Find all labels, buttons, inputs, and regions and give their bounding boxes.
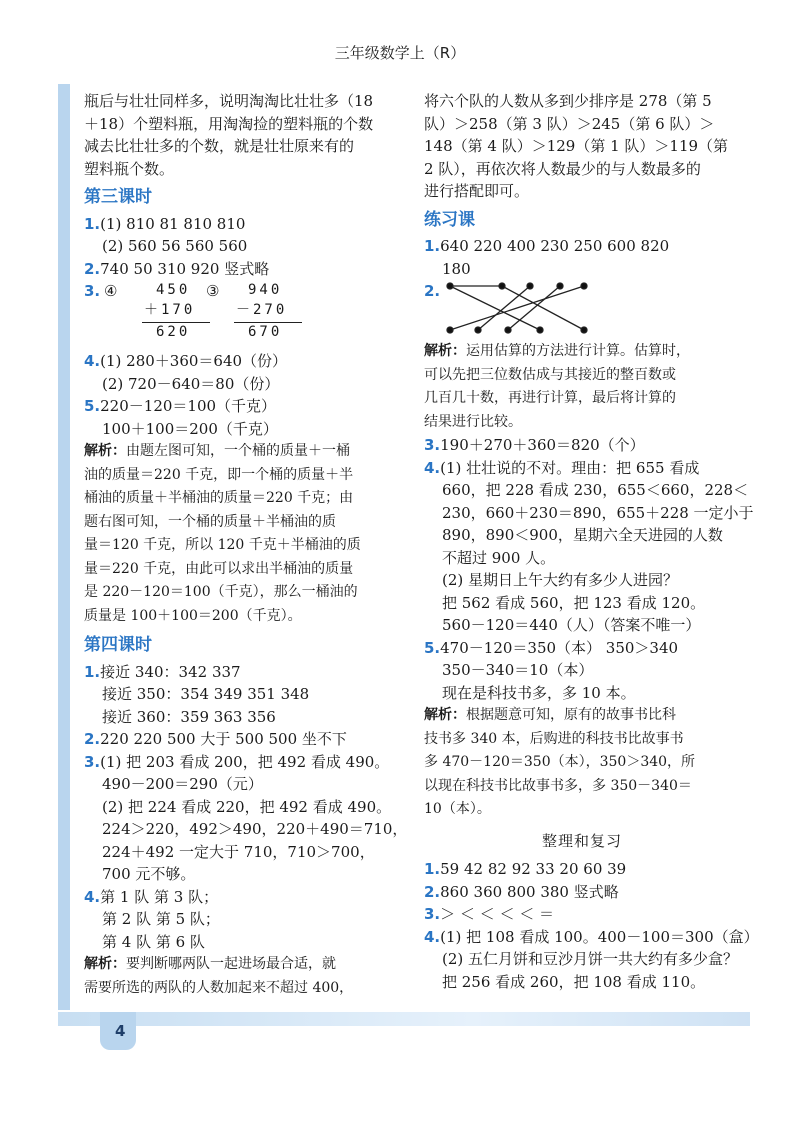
answer-4: 4.第 1 队 第 3 队；: [84, 887, 219, 906]
question-number: 4.: [84, 352, 101, 370]
answer-3: 3.＞ ＜ ＜ ＜ ＜ ＝: [424, 905, 554, 923]
answer-4: 4.(1) 壮壮说的不对。理由：把 655 看成: [424, 458, 700, 477]
matching-lines-diagram: [444, 280, 594, 336]
question-number: 5.: [424, 638, 441, 657]
intro-line: ＋18）个塑料瓶，用淘淘捡的塑料瓶的个数: [84, 114, 374, 133]
answer-4: 4.(1) 把 108 看成 100。400－100＝300（盒）: [424, 927, 759, 946]
answer-3: 3.190＋270＋360＝820（个）: [424, 436, 645, 454]
analysis-lesson4: 解析：要判断哪两队一起进场最合适，就 需要所选的两队的人数加起来不超过 400，: [84, 956, 354, 996]
answer-1: 1.59 42 82 92 33 20 60 39: [424, 860, 627, 878]
answer-2: 2.220 220 500 大于 500 500 坐不下: [84, 730, 347, 748]
section-title-lesson4: 第四课时: [84, 635, 152, 655]
vertical-calc-add: 450 ＋170 620: [144, 282, 196, 340]
left-column: 瓶后与壮壮同样多，说明淘淘比壮壮多（18 ＋18）个塑料瓶，用淘淘捡的塑料瓶的个数 减去比壮壮多的个数，就是壮壮原来有的 塑料瓶个数。 第三课时 1.(1) 810 81 810 810 (2) 560 56 560 560 2.740 50 310 920 竖式略 3. ④ 450 ＋170 620 ③ 940 －270 670 4.(1) 280＋360＝640（份） (2) 720－640＝80（份） 5.220－120＝100（千克） 100＋100＝200（千克） 解析：由题左图可知，一个桶的质量＋一桶 油的质量＝220 千克，即一个桶的质量＋半 桶油的质量＋半桶油的质量＝220 千克；由 题右图可知，一个桶的质量＋半桶油的质 量＝120 千克，所以 120 千克＋半桶油的质 量＝220 千克，由此可以求出半桶油的质量 是 220－120＝100（千克），那么一桶油的 质量是 100＋100＝200（千克）。 第四课时 1.接近 340：342 337 接近 350：354 349 351 348 接近 360：359 363 356 2.220 220 500 大于 500 500 坐不下 3.(1) 把 203 看成 200，把 492 看成 490。 490－200＝290（元） (2) 把 224 看成 220，把 492 看成 490。 224＞220，492＞490，220＋490＝710， 224＋492 一定大于 710，710＞700， 700 元不够。 4.第 1 队 第 3 队； 第 2 队 第 5 队； 第 4 队 第 6 队 解析：要判断哪两队一起进场最合适，就 需要所选的两队的人数加起来不超过 400，: [84, 90, 396, 1000]
answer-2: [424, 280, 740, 340]
footer-band: [58, 1012, 750, 1026]
vertical-calculations: [84, 280, 396, 346]
side-bar-decoration: [58, 84, 70, 1010]
question-number: 4.: [84, 887, 101, 906]
question-number: 1.: [424, 237, 441, 255]
right-column: 将六个队的人数从多到少排序是 278（第 5 队）＞258（第 3 队）＞245（第 6 队）＞ 148（第 4 队）＞129（第 1 队）＞119（第 2 队），再依次将人数最少的与人数最多的 进行搭配即可。 练习课 1.640 220 400 230 250 600 820 180 2. 解析：运用估算的方法进行计算。估算时， 可以先把三位数估成与其接近的整百数或 几百几十数，再进行计算，最后将计算的 结果进行比较。 3.190＋270＋360＝820（个） 4.(1) 壮壮说的不对。理由：把 655 看成 660，把 228 看成 230，655＜660，228＜ 230，660＋230＝890，655＋228 一定小于 890，890＜900，星期六全天进园的人数 不超过 900 人。 (2) 星期日上午大约有多少人进园？ 把 562 看成 560，把 123 看成 120。 560－120＝440（人）（答案不唯一） 5.470－120＝350（本） 350＞340 350－340＝10（本） 现在是科技书多，多 10 本。 解析：根据题意可知，原有的故事书比科 技书多 340 本，后购进的科技书比故事书 多 470－120＝350（本），350＞340，所 以现在科技书比故事书多，多 350－340＝ 10（本）。 整理和复习 1.59 42 82 92 33 20 60 39 2.860 360 800 380 竖式略 3.＞ ＜ ＜ ＜ ＜ ＝ 4.(1) 把 108 看成 100。400－100＝300（盒） (2) 五仁月饼和豆沙月饼一共大约有多少盒？ 把 256 看成 260，把 108 看成 110。: [424, 92, 759, 991]
question-number: 3.: [84, 282, 101, 300]
question-number: 2.: [424, 882, 441, 901]
analysis-lesson3: 解析：由题左图可知，一个桶的质量＋一桶 油的质量＝220 千克，即一个桶的质量＋半 桶油的质量＋半桶油的质量＝220 千克；由 题右图可知，一个桶的质量＋半桶油的质 量＝120 千克，所以 120 千克＋半桶油的质 量＝220 千克，由此可以求出半桶油的质量 是 220－120＝100（千克），那么一桶油的 质量是 100＋100＝200（千克）。: [84, 443, 361, 624]
analysis-practice-2: 解析：运用估算的方法进行计算。估算时， 可以先把三位数估成与其接近的整百数或 几百几十数，再进行计算，最后将计算的 结果进行比较。: [424, 343, 690, 430]
answer-2: 2.740 50 310 920 竖式略: [84, 259, 270, 278]
question-number: 3.: [424, 905, 441, 923]
mark-3: ③: [206, 282, 220, 300]
answer-5b: 100＋100＝200（千克）: [102, 419, 278, 438]
page-number: 4: [115, 1022, 126, 1040]
answer-2: 2.860 360 800 380 竖式略: [424, 882, 619, 901]
question-number: 5.: [84, 397, 101, 415]
question-number: 2.: [84, 730, 101, 748]
section-title-practice: 练习课: [424, 209, 475, 230]
answer-1: 1.接近 340：342 337: [84, 662, 241, 681]
answer-1a: 1.(1) 810 81 810 810: [84, 214, 246, 233]
calc-rule: [234, 322, 302, 323]
section-title-review: 整理和复习: [541, 831, 622, 850]
answer-1b: (2) 560 56 560 560: [102, 237, 248, 255]
vertical-calc-sub: 940 －270 670: [236, 282, 288, 340]
answer-5a: 5.220－120＝100（千克）: [84, 397, 277, 415]
intro-line: 减去比壮壮多的个数，就是壮壮原来有的: [84, 137, 355, 155]
answer-4a: 4.(1) 280＋360＝640（份）: [84, 352, 288, 370]
answer-5: 5.470－120＝350（本） 350＞340: [424, 638, 679, 657]
question-number: 1.: [84, 662, 101, 681]
intro-line: 塑料瓶个数。: [84, 159, 175, 178]
question-number: 1.: [424, 860, 441, 878]
question-number: 1.: [84, 214, 101, 233]
question-number: 4.: [424, 927, 441, 946]
question-number: 4.: [424, 458, 441, 477]
intro-line: 瓶后与壮壮同样多，说明淘淘比壮壮多（18: [84, 92, 374, 110]
answer-1: 1.640 220 400 230 250 600 820: [424, 237, 670, 255]
page-header: 三年级数学上（R）: [334, 44, 466, 62]
mark-4: ④: [104, 282, 118, 300]
answer-4b: (2) 720－640＝80（份）: [102, 374, 280, 393]
section-title-lesson3: 第三课时: [84, 187, 152, 207]
calc-rule: [142, 322, 210, 323]
answer-3: 3.(1) 把 203 看成 200，把 492 看成 490。: [84, 752, 390, 771]
question-number: 3.: [84, 752, 101, 771]
question-number: 3.: [424, 436, 441, 454]
question-number: 2.: [84, 259, 101, 278]
analysis-practice-5: 解析：根据题意可知，原有的故事书比科 技书多 340 本，后购进的科技书比故事书 多 470－120＝350（本），350＞340，所 以现在科技书比故事书多，多 350－340＝ 10（本）。: [424, 707, 696, 817]
question-number: 2.: [424, 282, 441, 300]
